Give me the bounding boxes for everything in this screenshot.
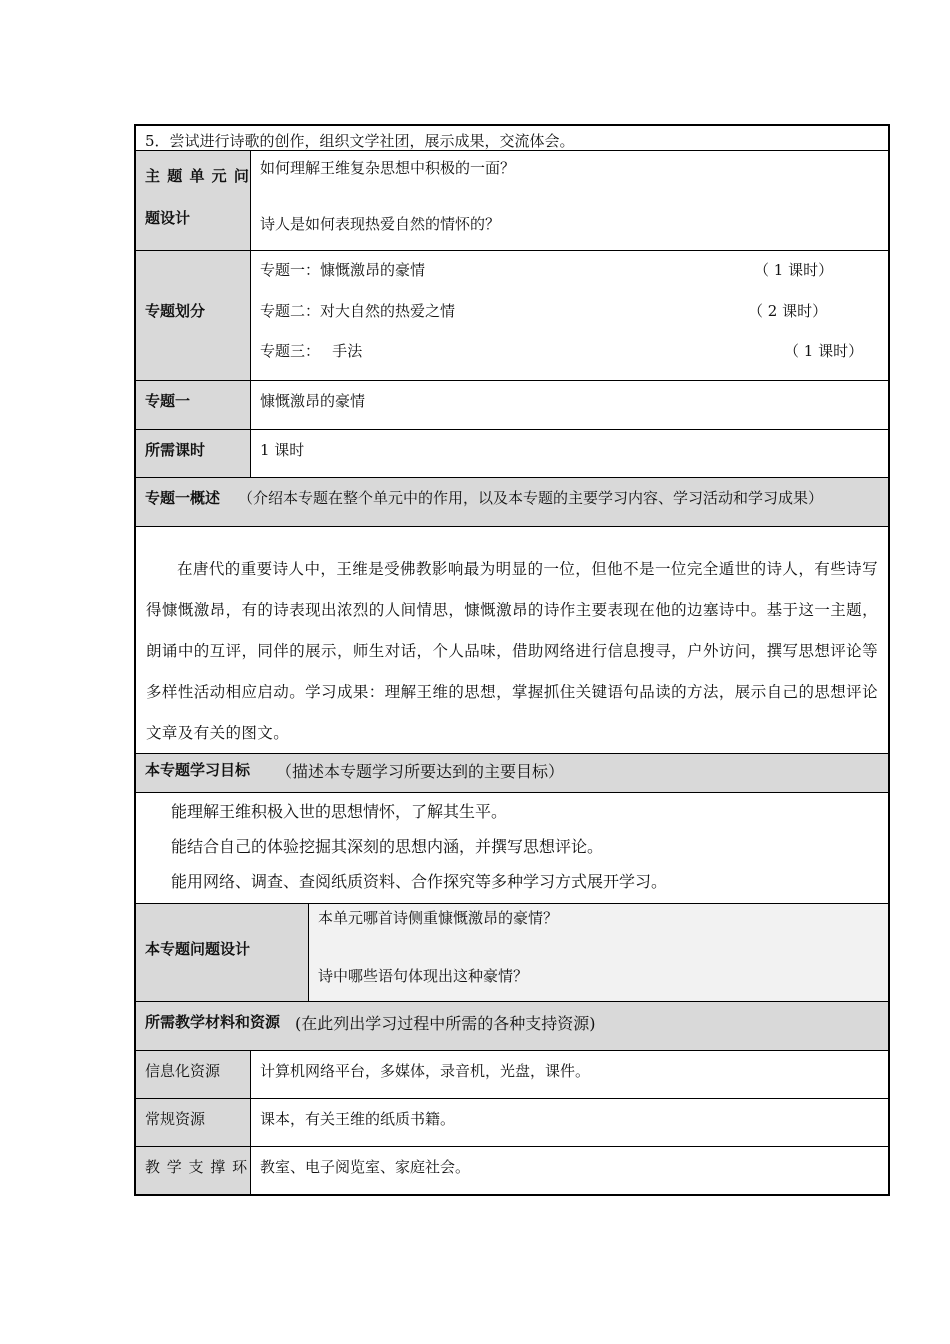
theme-question-1: 如何理解王维复杂思想中积极的一面？ <box>260 159 516 177</box>
hours-needed-label <box>136 430 251 477</box>
row-materials-header <box>136 1002 888 1051</box>
lesson-plan-table <box>134 124 890 1196</box>
topic-one-label-text: 专题一 <box>145 392 191 410</box>
resource-info-label-text: 信息化资源 <box>145 1062 221 1080</box>
resource-environment-label <box>136 1147 251 1194</box>
goal-item-1: 能理解王维积极入世的思想情怀，了解其生平。 <box>171 802 508 821</box>
problem-design-content <box>309 904 888 1001</box>
goals-label: 本专题学习目标 <box>145 761 251 779</box>
row-hours-needed <box>136 430 888 478</box>
theme-question-label-line2: 题设计 <box>145 209 191 227</box>
row-topic-one <box>136 381 888 430</box>
goal-item-3: 能用网络、调查、查阅纸质资料、合作探究等多种学习方式展开学习。 <box>171 872 668 891</box>
topic-division-label-text: 专题划分 <box>145 302 206 320</box>
row-topic-division <box>136 251 888 381</box>
topic-item-2-hours: （ 2 课时） <box>748 302 828 320</box>
problem-question-1: 本单元哪首诗侧重慷慨激昂的豪情？ <box>318 909 559 927</box>
top-line-text: 5．尝试进行诗歌的创作，组织文学社团，展示成果，交流体会。 <box>145 132 575 150</box>
goals-hint: （描述本专题学习所要达到的主要目标） <box>276 762 565 781</box>
resource-environment-content <box>251 1147 888 1194</box>
resource-info-value: 计算机网络平台，多媒体，录音机，光盘，课件。 <box>260 1062 591 1080</box>
topic-division-content <box>251 251 888 380</box>
topic-division-label <box>136 251 251 380</box>
row-overview-text <box>136 527 888 754</box>
materials-label: 所需教学材料和资源 <box>145 1013 281 1031</box>
materials-hint: (在此列出学习过程中所需的各种支持资源) <box>295 1014 596 1033</box>
topic-one-value: 慷慨激昂的豪情 <box>260 392 366 410</box>
row-goals-list <box>136 793 888 904</box>
theme-question-2: 诗人是如何表现热爱自然的情怀的？ <box>260 215 501 233</box>
topic-one-content <box>251 381 888 429</box>
resource-info-content <box>251 1051 888 1098</box>
hours-needed-value: 1 课时 <box>260 441 305 459</box>
overview-label: 专题一概述 <box>145 489 221 507</box>
resource-environment-label-text: 教 学 支 撑 环 <box>145 1158 249 1176</box>
theme-question-label <box>136 151 251 250</box>
row-top-line <box>136 126 888 151</box>
topic-item-3-hours: （ 1 课时） <box>784 342 864 360</box>
topic-item-2-name: 专题二：对大自然的热爱之情 <box>260 302 456 320</box>
row-resource-info <box>136 1051 888 1099</box>
problem-question-2: 诗中哪些语句体现出这种豪情？ <box>318 967 529 985</box>
resource-regular-value: 课本，有关王维的纸质书籍。 <box>260 1110 456 1128</box>
theme-question-label-line1: 主 题 单 元 问 <box>145 167 250 185</box>
topic-item-1-name: 专题一：慷慨激昂的豪情 <box>260 261 426 279</box>
row-resource-environment <box>136 1147 888 1194</box>
overview-hint: （介绍本专题在整个单元中的作用，以及本专题的主要学习内容、学习活动和学习成果） <box>238 489 824 507</box>
topic-item-3-name: 专题三： 手法 <box>260 342 363 360</box>
resource-regular-label-text: 常规资源 <box>145 1110 206 1128</box>
resource-regular-content <box>251 1099 888 1146</box>
resource-info-label <box>136 1051 251 1098</box>
theme-question-content <box>251 151 888 250</box>
topic-one-label <box>136 381 251 429</box>
overview-paragraph: 在唐代的重要诗人中，王维是受佛教影响最为明显的一位，但他不是一位完全遁世的诗人，有些诗写得慷慨激昂，有的诗表现出浓烈的人间情思，慷慨激昂的诗作主要表现在他的边塞诗中。基于这一主题，朗诵中的互评，同伴的展示，师生对话，个人品味，借助网络进行信息搜寻，户外访问，撰写思想评论等多样性活动相应启动。学习成果：理解王维的思想，掌握抓住关键语句品读的方法，展示自己的思想评论文章及有关的图文。 <box>146 560 878 742</box>
row-resource-regular <box>136 1099 888 1147</box>
row-theme-question <box>136 151 888 251</box>
row-goals-header <box>136 754 888 793</box>
problem-design-label <box>136 904 309 1001</box>
resource-regular-label <box>136 1099 251 1146</box>
goal-item-2: 能结合自己的体验挖掘其深刻的思想内涵，并撰写思想评论。 <box>171 837 604 856</box>
resource-environment-value: 教室、电子阅览室、家庭社会。 <box>260 1158 471 1176</box>
row-overview-header <box>136 478 888 527</box>
topic-item-1-hours: （ 1 课时） <box>754 261 834 279</box>
problem-design-label-text: 本专题问题设计 <box>145 940 251 958</box>
hours-needed-label-text: 所需课时 <box>145 441 206 459</box>
row-problem-design <box>136 904 888 1002</box>
hours-needed-content <box>251 430 888 477</box>
